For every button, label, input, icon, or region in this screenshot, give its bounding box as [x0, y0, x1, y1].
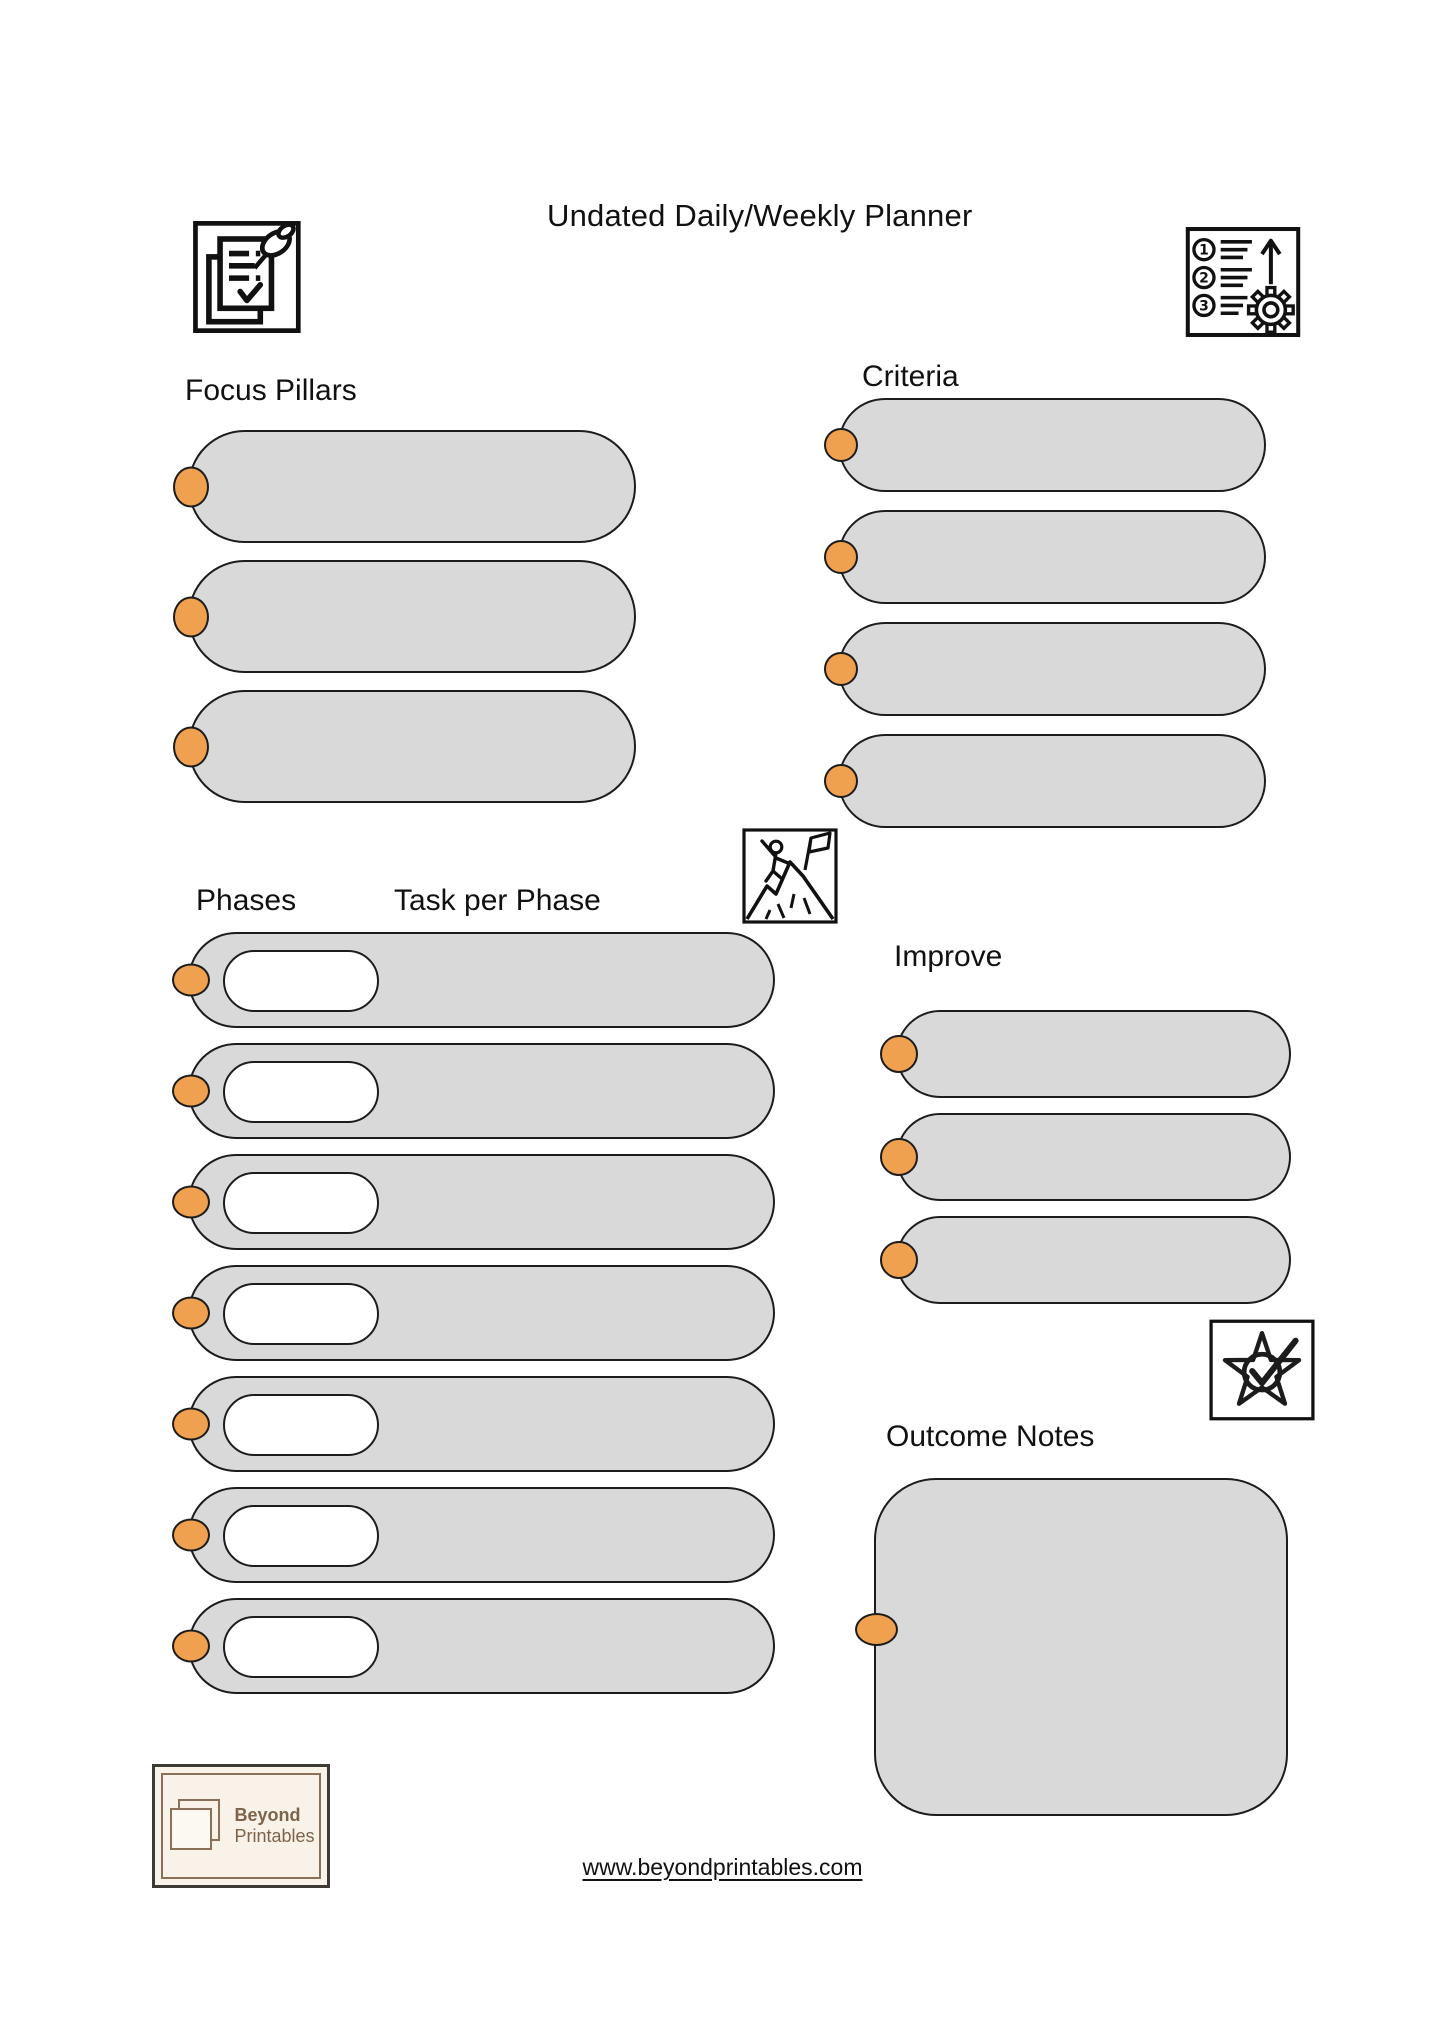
- focus-pillars-heading: Focus Pillars: [185, 374, 357, 407]
- task-per-phase-blank-field: [188, 1043, 775, 1139]
- improve-list: [896, 1010, 1291, 1319]
- focus-pillars-list: [188, 430, 636, 820]
- star-checkmark-icon: [1206, 1318, 1318, 1422]
- improve-blank-field: [896, 1216, 1291, 1304]
- bullet-dot: [173, 596, 209, 637]
- website-link[interactable]: www.beyondprintables.com: [582, 1854, 863, 1880]
- task-per-phase-blank-field: [188, 1487, 775, 1583]
- task-per-phase-blank-field: [188, 1376, 775, 1472]
- improve-blank-field: [896, 1113, 1291, 1201]
- task-per-phase-blank-field: [188, 1598, 775, 1694]
- phase-blank-field: [223, 1505, 379, 1567]
- page-title: Undated Daily/Weekly Planner: [547, 198, 973, 233]
- bullet-dot: [172, 1519, 210, 1552]
- svg-text:1: 1: [1199, 242, 1209, 259]
- phase-blank-field: [223, 1172, 379, 1234]
- bullet-dot: [880, 1138, 918, 1176]
- svg-text:3: 3: [1199, 298, 1209, 315]
- brand-logo-text: [234, 1805, 314, 1847]
- criteria-blank-field: [838, 734, 1266, 828]
- focus-pillar-blank-field: [188, 430, 636, 543]
- improve-heading: Improve: [894, 940, 1003, 973]
- phase-blank-field: [223, 950, 379, 1012]
- criteria-blank-field: [838, 510, 1266, 604]
- summit-climber-flag-icon: [740, 826, 840, 926]
- svg-text:2: 2: [1199, 270, 1209, 287]
- brand-name-line1: Beyond: [234, 1804, 301, 1825]
- bullet-dot: [172, 1630, 210, 1663]
- phase-blank-field: [223, 1283, 379, 1345]
- document-checklist-pin-icon: [192, 220, 304, 334]
- bullet-dot: [172, 1186, 210, 1219]
- phases-list: [188, 932, 775, 1709]
- phase-blank-field: [223, 1616, 379, 1678]
- bullet-dot: [173, 466, 209, 507]
- brand-name-line2: Printables: [234, 1826, 315, 1846]
- bullet-dot: [824, 428, 858, 462]
- bullet-dot: [824, 652, 858, 686]
- criteria-blank-field: [838, 622, 1266, 716]
- footer: [0, 1854, 1445, 1881]
- bullet-dot: [824, 540, 858, 574]
- bullet-dot: [172, 1297, 210, 1330]
- task-per-phase-blank-field: [188, 1154, 775, 1250]
- focus-pillar-blank-field: [188, 690, 636, 803]
- overlapping-squares-icon: [167, 1797, 225, 1855]
- numbered-list-gear-icon: [1185, 226, 1301, 338]
- task-per-phase-heading: Task per Phase: [394, 884, 601, 917]
- bullet-dot: [880, 1035, 918, 1073]
- criteria-heading: Criteria: [862, 360, 959, 393]
- bullet-dot: [172, 1075, 210, 1108]
- phases-heading: Phases: [196, 884, 297, 917]
- outcome-notes-heading: Outcome Notes: [886, 1420, 1095, 1453]
- improve-blank-field: [896, 1010, 1291, 1098]
- bullet-dot: [173, 726, 209, 767]
- criteria-blank-field: [838, 398, 1266, 492]
- bullet-dot: [880, 1241, 918, 1279]
- criteria-list: [838, 398, 1266, 846]
- bullet-dot: [172, 964, 210, 997]
- outcome-notes-blank-area: [874, 1478, 1288, 1816]
- task-per-phase-blank-field: [188, 1265, 775, 1361]
- task-per-phase-blank-field: [188, 932, 775, 1028]
- focus-pillar-blank-field: [188, 560, 636, 673]
- bullet-dot: [172, 1408, 210, 1441]
- bullet-dot: [824, 764, 858, 798]
- phase-blank-field: [223, 1061, 379, 1123]
- bullet-dot: [855, 1613, 898, 1646]
- phase-blank-field: [223, 1394, 379, 1456]
